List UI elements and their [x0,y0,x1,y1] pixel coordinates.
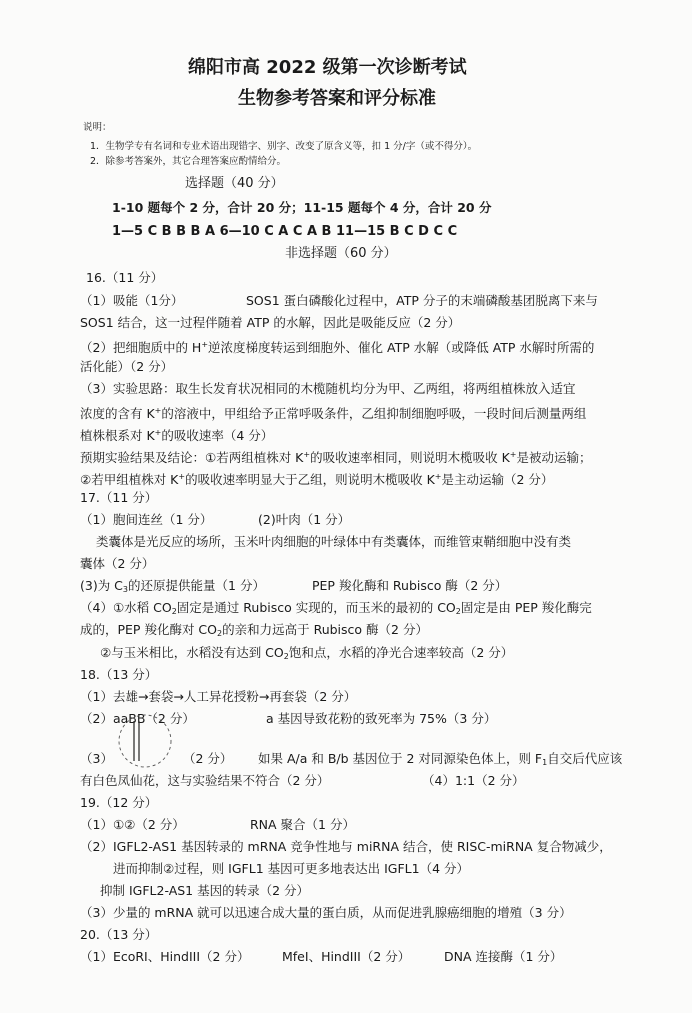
cell-outline [119,715,171,767]
q19-line: 进而抑制②过程，则 IGFL1 基因可更多地表达出 IGFL1（4 分） [113,861,470,876]
chromosome-diagram [113,707,177,773]
q18-line: 如果 A/a 和 B/b 基因位于 2 对同源染色体上，则 $F_1$自交后代应该 [258,751,623,767]
q18-line: a 基因导致花粉的致死率为 75%（3 分） [266,711,497,726]
q16-line: 浓度的含有 K+的溶液中，甲组给予正常呼吸条件，乙组抑制细胞呼吸，一段时间后测量两组 [80,406,587,421]
q20-line: DNA 连接酶（1 分） [444,949,563,964]
q20-line: MfeI、HindIII（2 分） [282,949,411,964]
q16-line: （3）实验思路：取生长发育状况相同的木榄随机均分为甲、乙两组，将两组植株放入适宜 [80,381,576,396]
q16-line: 预期实验结果及结论：①若两组植株对 K+的吸收速率相同，则说明木榄吸收 K+是被动运输； [80,450,592,465]
q20-heading: 20.（13 分） [80,927,158,942]
q16-heading: 16.（11 分） [86,270,164,285]
q18-line: 有白色凤仙花，这与实验结果不符合（2 分） [80,773,330,788]
q19-heading: 19.（12 分） [80,795,158,810]
q17-line: (2)叶肉（1 分） [258,512,351,527]
q16-line: 植株根系对 K+的吸收速率（4 分） [80,428,274,443]
q19-line: （3）少量的 mRNA 就可以迅速合成大量的蛋白质，从而促进乳腺癌细胞的增殖（3 分） [80,905,572,920]
q17-line: ②与玉米相比，水稻没有达到 $CO_2$饱和点，水稻的净光合速率较高（2 分） [100,645,514,661]
q17-line: 类囊体是光反应的场所，玉米叶肉细胞的叶绿体中有类囊体，而维管束鞘细胞中没有类 [96,534,572,549]
note-1: 1．生物学专有名词和专业术语出现错字、别字、改变了原含义等，扣 1 分/字（或不得分）。 [90,141,478,152]
q16-line: ②若甲组植株对 K+的吸收速率明显大于乙组，则说明木榄吸收 K+是主动运输（2 分） [80,472,554,487]
q17-line: 囊体（2 分） [80,556,155,571]
q17-line: (3)为 $C_3$的还原提供能量（1 分） [80,578,265,594]
q17-line: PEP 羧化酶和 Rubisco 酶（2 分） [312,578,508,593]
q16-line: （1）吸能（1分） [80,293,184,308]
q17-line: （4）①水稻 $CO_2$固定是通过 Rubisco 实现的，而玉米的最初的 $CO_2$固定是由 PEP 羧化酶完 [80,600,592,616]
nonchoice-heading: 非选择题（60 分） [285,246,397,261]
note-2: 2．除参考答案外，其它合理答案应酌情给分。 [90,156,287,167]
q17-line: （1）胞间连丝（1 分） [80,512,213,527]
q19-line: RNA 聚合（1 分） [250,817,355,832]
notes-heading: 说明： [83,122,112,133]
q19-line: 抑制 IGFL2-AS1 基因的转录（2 分） [100,883,310,898]
q18-line: （3） [80,751,113,766]
q16-line: 活化能）（2 分） [80,359,174,374]
q19-line: （2）IGFL2-AS1 基因转录的 mRNA 竞争性地与 miRNA 结合，使 RISC-miRNA 复合物减少， [80,839,612,854]
q16-line: SOS1 结合，这一过程伴随着 ATP 的水解，因此是吸能反应（2 分） [80,315,461,330]
q18-line: （2 分） [183,751,233,766]
q18-line: （2）aaBB（2 分） [80,711,195,726]
q18-line: （1）去雄→套袋→人工异花授粉→再套袋（2 分） [80,689,357,704]
q17-line: 成的，PEP 羧化酶对 $CO_2$的亲和力远高于 Rubisco 酶（2 分） [80,622,428,638]
q18-heading: 18.（13 分） [80,667,158,682]
page-title: 绵阳市高 2022 级第一次诊断考试 [188,57,467,78]
q20-line: （1）EcoRI、HindIII（2 分） [80,949,250,964]
q18-line: （4）1:1（2 分） [422,773,525,788]
q19-line: （1）①②（2 分） [80,817,185,832]
page-subtitle: 生物参考答案和评分标准 [238,88,436,109]
q17-heading: 17.（11 分） [80,490,158,505]
choice-answers: 1—5 C B B B A 6—10 C A C A B 11—15 B C D C C [112,224,458,239]
choice-scoring: 1-10 题每个 2 分，合计 20 分；11-15 题每个 4 分，合计 20 分 [112,200,492,215]
q16-line: （2）把细胞质中的 H+逆浓度梯度转运到细胞外、催化 ATP 水解（或降低 ATP 水解时所需的 [80,340,595,355]
q16-line: SOS1 蛋白磷酸化过程中，ATP 分子的末端磷酸基团脱离下来与 [246,293,598,308]
choice-heading: 选择题（40 分） [185,176,284,191]
